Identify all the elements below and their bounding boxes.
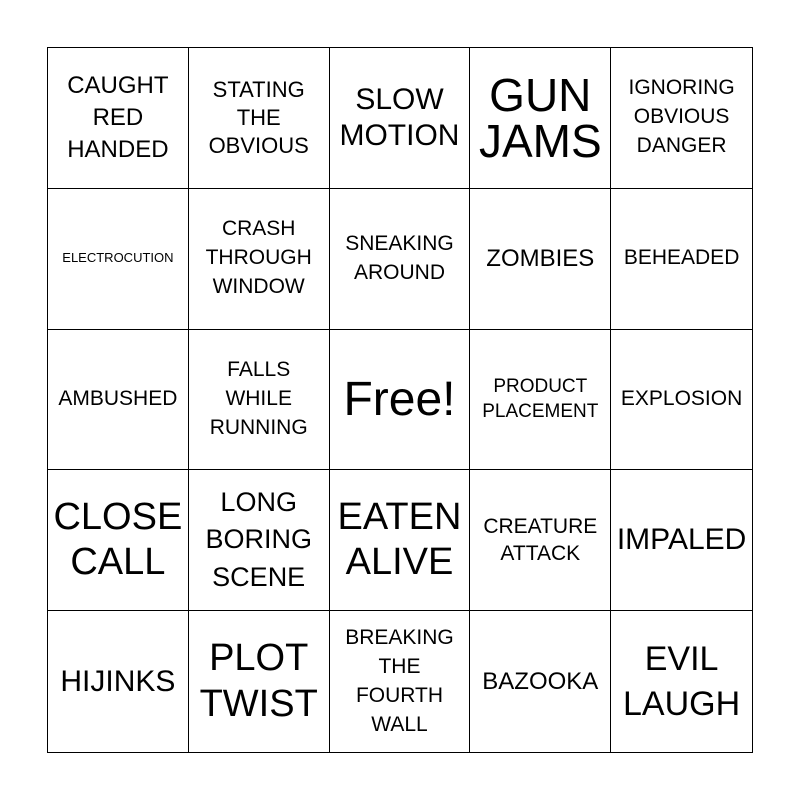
bingo-cell-text: EVIL LAUGH bbox=[623, 640, 741, 723]
bingo-cell-4-2[interactable] bbox=[189, 470, 330, 611]
bingo-cell-4-3[interactable] bbox=[330, 470, 471, 611]
bingo-cell-1-2[interactable] bbox=[189, 48, 330, 189]
bingo-cell-text: BAZOOKA bbox=[482, 667, 599, 695]
bingo-cell-3-4[interactable] bbox=[470, 330, 611, 471]
bingo-cell-text: EXPLOSION bbox=[620, 387, 743, 410]
bingo-cell-text: IMPALED bbox=[616, 523, 747, 557]
bingo-cell-text: CRASH THROUGH WINDOW bbox=[205, 217, 312, 299]
bingo-cell-4-4[interactable] bbox=[470, 470, 611, 611]
bingo-cell-1-3[interactable] bbox=[330, 48, 471, 189]
bingo-cell-2-3[interactable] bbox=[330, 189, 471, 330]
bingo-board bbox=[47, 47, 753, 753]
bingo-cell-1-1[interactable] bbox=[48, 48, 189, 189]
bingo-cell-text: PLOT TWIST bbox=[199, 637, 318, 725]
bingo-cell-text: CREATURE ATTACK bbox=[483, 514, 598, 566]
bingo-cell-1-4[interactable] bbox=[470, 48, 611, 189]
bingo-cell-text: ZOMBIES bbox=[486, 244, 595, 272]
bingo-cell-5-5[interactable] bbox=[611, 611, 752, 752]
bingo-cell-text: CAUGHT RED HANDED bbox=[67, 72, 169, 163]
bingo-cell-4-1[interactable] bbox=[48, 470, 189, 611]
bingo-cell-text: CLOSE CALL bbox=[53, 495, 183, 584]
bingo-cell-text: GUN JAMS bbox=[478, 68, 602, 167]
bingo-cell-3-2[interactable] bbox=[189, 330, 330, 471]
bingo-cell-text: PRODUCT PLACEMENT bbox=[482, 376, 599, 423]
bingo-cell-4-5[interactable] bbox=[611, 470, 752, 611]
bingo-cell-text: SLOW MOTION bbox=[339, 82, 460, 152]
bingo-cell-5-1[interactable] bbox=[48, 611, 189, 752]
bingo-cell-text: STATING THE OBVIOUS bbox=[208, 76, 309, 158]
bingo-cell-2-4[interactable] bbox=[470, 189, 611, 330]
bingo-cell-text: BEHEADED bbox=[623, 246, 740, 270]
bingo-cell-text: ELECTROCUTION bbox=[62, 250, 174, 266]
bingo-cell-5-3[interactable] bbox=[330, 611, 471, 752]
bingo-cell-2-5[interactable] bbox=[611, 189, 752, 330]
bingo-cell-5-4[interactable] bbox=[470, 611, 611, 752]
bingo-cell-3-5[interactable] bbox=[611, 330, 752, 471]
bingo-cell-text: BREAKING THE FOURTH WALL bbox=[345, 625, 454, 736]
bingo-cell-text: AMBUSHED bbox=[58, 387, 178, 410]
bingo-cell-text: FALLS WHILE RUNNING bbox=[209, 358, 308, 439]
bingo-cell-3-1[interactable] bbox=[48, 330, 189, 471]
bingo-cell-text: SNEAKING AROUND bbox=[345, 231, 454, 284]
bingo-cell-text: IGNORING OBVIOUS DANGER bbox=[628, 76, 735, 158]
bingo-cell-1-5[interactable] bbox=[611, 48, 752, 189]
bingo-cell-2-2[interactable] bbox=[189, 189, 330, 330]
bingo-cell-text: LONG BORING SCENE bbox=[205, 486, 312, 593]
bingo-cell-2-1[interactable] bbox=[48, 189, 189, 330]
bingo-cell-5-2[interactable] bbox=[189, 611, 330, 752]
free-space-text: Free! bbox=[343, 372, 456, 426]
bingo-cell-3-3-free-space[interactable] bbox=[330, 330, 471, 471]
bingo-cell-text: EATEN ALIVE bbox=[337, 495, 462, 584]
bingo-cell-text: HIJINKS bbox=[60, 664, 176, 698]
